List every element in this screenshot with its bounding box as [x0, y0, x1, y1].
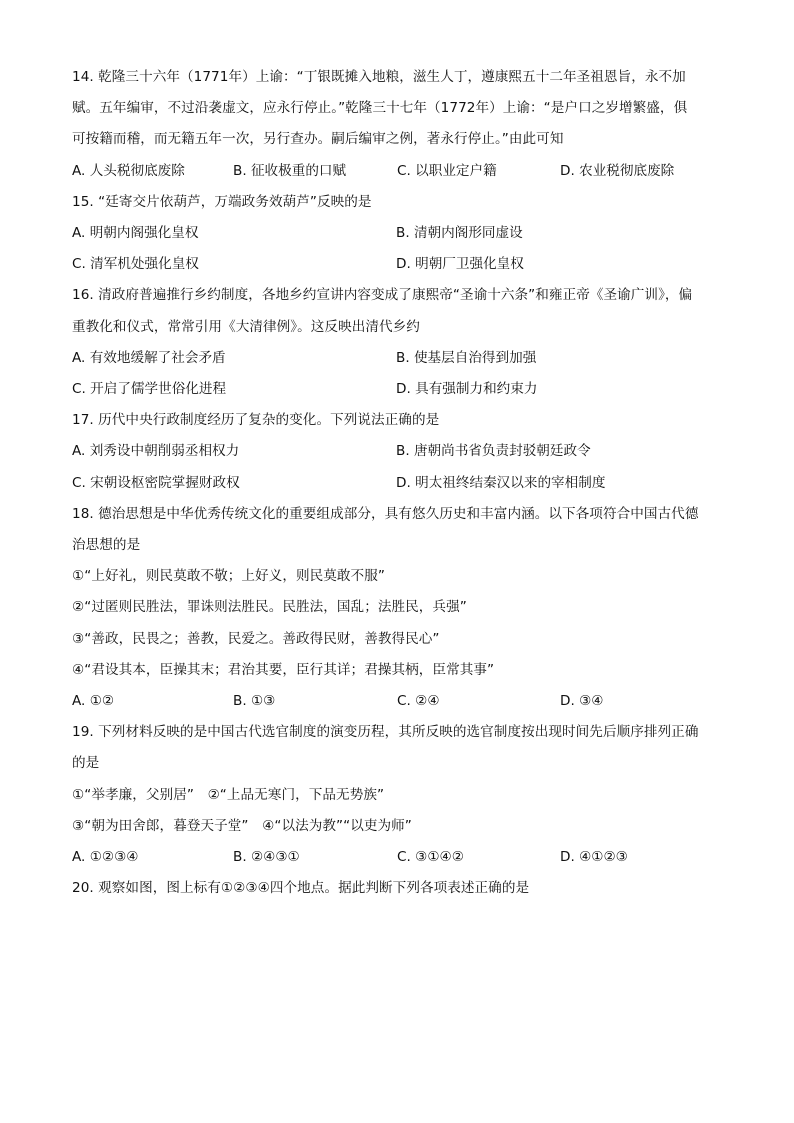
option-d[interactable]: D. 具有强制力和约束力: [396, 381, 538, 398]
option-b[interactable]: B. 清朝内阁形同虚设: [396, 225, 523, 242]
question-stem: 19. 下列材料反映的是中国古代选官制度的演变历程，其所反映的选官制度按出现时间先后顺序排列正确: [72, 724, 699, 741]
answer-options: [72, 468, 728, 499]
question-stem: 17. 历代中央行政制度经历了复杂的变化。下列说法正确的是: [72, 412, 440, 429]
option-a[interactable]: A. 人头税彻底废除: [72, 162, 185, 179]
answer-options: [72, 374, 728, 405]
option-a[interactable]: A. ①②③④: [72, 849, 139, 866]
option-b[interactable]: B. 使基层自治得到加强: [396, 349, 537, 366]
option-c[interactable]: C. 以职业定户籍: [397, 162, 497, 179]
option-a[interactable]: A. ①②: [72, 693, 115, 710]
answer-options: [72, 218, 728, 249]
question-stem: 15. “廷寄交片依葫芦，万端政务效葫芦”反映的是: [72, 193, 372, 210]
question-15: [72, 187, 728, 281]
quote-item: ③“朝为田舍郎，暮登天子堂” ④“以法为教”“以吏为师”: [72, 817, 412, 834]
answer-options: [72, 156, 728, 187]
answer-options: [72, 436, 728, 467]
question-20: [72, 873, 728, 904]
option-c[interactable]: C. 宋朝设枢密院掌握财政权: [72, 474, 240, 491]
answer-options: [72, 249, 728, 280]
quote-item: ①“举孝廉，父别居” ②“上品无寒门，下品无势族”: [72, 786, 385, 803]
option-b[interactable]: B. 唐朝尚书省负责封驳朝廷政令: [396, 443, 591, 460]
question-stem: 18. 德治思想是中华优秀传统文化的重要组成部分，具有悠久历史和丰富内涵。以下各项符合中国古代德: [72, 505, 699, 522]
quote-item: ②“过匿则民胜法，罪诛则法胜民。民胜法，国乱；法胜民，兵强”: [72, 599, 467, 616]
option-a[interactable]: A. 有效地缓解了社会矛盾: [72, 349, 226, 366]
question-18: [72, 499, 728, 717]
option-c[interactable]: C. ③①④②: [397, 849, 464, 866]
option-d[interactable]: D. ④①②③: [560, 849, 628, 866]
question-stem: 重教化和仪式，常常引用《大清律例》。这反映出清代乡约: [72, 318, 420, 335]
option-c[interactable]: C. 开启了儒学世俗化进程: [72, 381, 227, 398]
question-stem: 赋。五年编审，不过沿袭虚文，应永行停止。”乾隆三十七年（1772年）上谕：“是户口之岁增繁盛，俱: [72, 100, 688, 117]
question-19: [72, 717, 728, 873]
answer-options: [72, 343, 728, 374]
option-c[interactable]: C. ②④: [397, 693, 440, 710]
question-stem: 可按籍而稽，而无籍五年一次，另行查办。嗣后编审之例，著永行停止。”由此可知: [72, 131, 564, 148]
question-17: [72, 405, 728, 499]
question-14: [72, 62, 728, 187]
question-16: [72, 280, 728, 405]
option-b[interactable]: B. ①③: [233, 693, 276, 710]
answer-options: [72, 686, 728, 717]
question-stem: 20. 观察如图，图上标有①②③④四个地点。据此判断下列各项表述正确的是: [72, 880, 530, 897]
option-a[interactable]: A. 刘秀设中朝削弱丞相权力: [72, 443, 240, 460]
option-c[interactable]: C. 清军机处强化皇权: [72, 256, 199, 273]
option-d[interactable]: D. 农业税彻底废除: [560, 162, 675, 179]
quote-item: ①“上好礼，则民莫敢不敬；上好义，则民莫敢不服”: [72, 568, 385, 585]
quote-item: ③“善政，民畏之；善教，民爱之。善政得民财，善教得民心”: [72, 630, 440, 647]
quote-item: ④“君设其本，臣操其末；君治其要，臣行其详；君操其柄，臣常其事”: [72, 661, 495, 678]
option-b[interactable]: B. 征收极重的口赋: [233, 162, 347, 179]
option-d[interactable]: D. 明朝厂卫强化皇权: [396, 256, 524, 273]
exam-page: [72, 62, 728, 904]
option-d[interactable]: D. ③④: [560, 693, 604, 710]
question-stem: 治思想的是: [72, 537, 141, 554]
question-stem: 16. 清政府普遍推行乡约制度，各地乡约宣讲内容变成了康熙帝“圣谕十六条”和雍正帝《圣谕广训》，偏: [72, 287, 693, 304]
option-a[interactable]: A. 明朝内阁强化皇权: [72, 225, 199, 242]
question-stem: 14. 乾隆三十六年（1771年）上谕：“丁银既摊入地粮，滋生人丁，遵康熙五十二年圣祖恩旨，永不加: [72, 69, 686, 85]
question-stem: 的是: [72, 755, 100, 772]
option-d[interactable]: D. 明太祖终结秦汉以来的宰相制度: [396, 474, 606, 491]
answer-options: [72, 842, 728, 873]
option-b[interactable]: B. ②④③①: [233, 849, 300, 866]
